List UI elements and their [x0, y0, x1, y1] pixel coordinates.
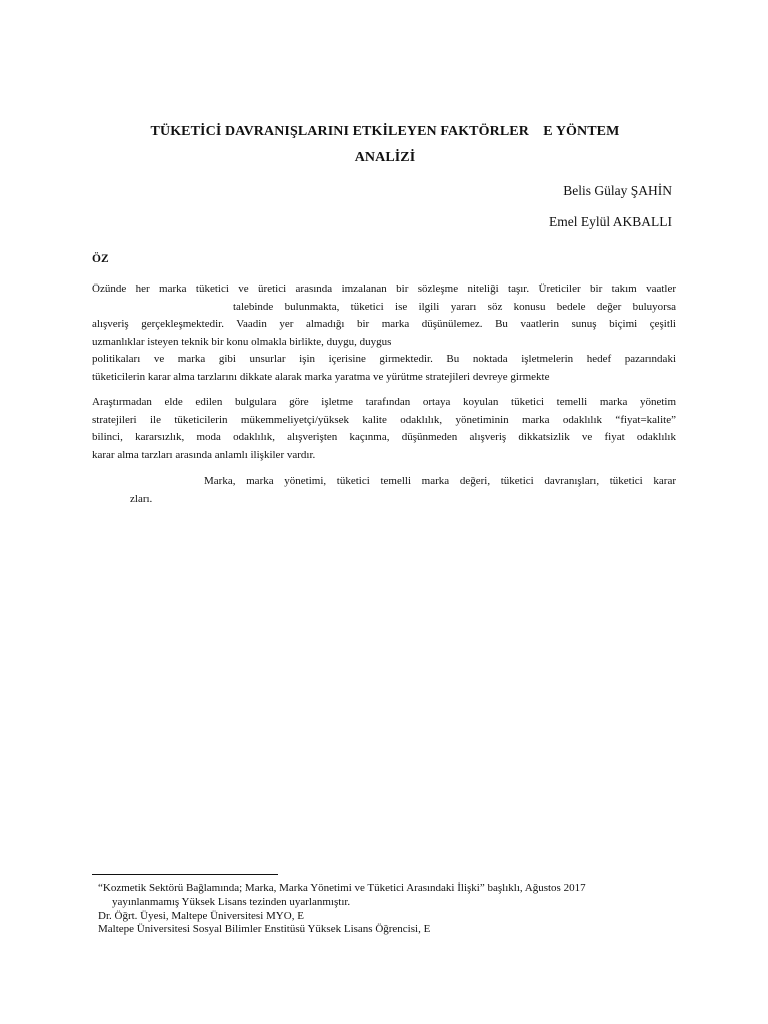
footnotes — [98, 882, 688, 937]
abstract-heading: ÖZ — [92, 253, 109, 265]
abstract-paragraph-2 — [92, 394, 676, 464]
keywords-line: Marka, marka yönetimi, tüketici temelli marka değeri, tüketici davranışları, tüketici karar — [204, 475, 676, 487]
abstract-p2-line: karar alma tarzları arasında anlamlı ilişkiler vardır. — [92, 448, 316, 461]
footnote-rule — [92, 874, 278, 875]
abstract-p1-line: politikaları ve marka gibi unsurlar işin içerisine girmektedir. Bu noktada işletmelerin hedef pazarındaki — [92, 353, 676, 366]
paper-title-line-2: ANALİZİ — [354, 150, 416, 165]
abstract-p1-line: Özünde her marka tüketici ve üretici arasında imzalanan bir sözleşme niteliği taşır. Üreticiler bir takım vaatler — [92, 283, 676, 295]
abstract-p2-line: bilinci, kararsızlık, moda odaklılık, alışverişten kaçınma, düşünmeden alışveriş dikkatsizlik ve fiyat odaklılık — [92, 431, 676, 444]
abstract-p1-line: uzmanlıklar isteyen teknik bir konu olmakla birlikte, duygu, duygus — [92, 335, 392, 348]
abstract-p2-line: stratejileri ile tüketicilerin mükemmeliyetçi/yüksek kalite odaklılık, yönetiminin marka odaklılık “fiyat=kalite” — [92, 413, 676, 426]
footnote-3: Maltepe Üniversitesi Sosyal Bilimler Enstitüsü Yüksek Lisans Öğrencisi, E — [98, 923, 431, 936]
abstract-paragraph-1 — [92, 281, 676, 387]
abstract-p1-line: tüketicilerin karar alma tarzlarını dikkate alarak marka yaratma ve yürütme stratejileri devreye girmekte — [92, 370, 550, 383]
paper-title — [90, 124, 680, 166]
abstract-p2-line: Araştırmadan elde edilen bulgulara göre işletme tarafından ortaya koyulan tüketici temelli marka yönetim — [92, 396, 676, 408]
author-1: Belis Gülay ŞAHİN — [563, 183, 672, 198]
abstract-p1-line: alışveriş gerçekleşmektedir. Vaadin yer almadığı bir marka düşünülemez. Bu vaatlerin sunuş biçimi çeşitli — [92, 318, 676, 331]
paper-title-line-1: TÜKETİCİ DAVRANIŞLARINI ETKİLEYEN FAKTÖRLER E YÖNTEM — [150, 124, 620, 139]
footnote-1-cont: yayınlanmamış Yüksek Lisans tezinden uyarlanmıştır. — [112, 895, 351, 908]
keywords — [92, 473, 676, 508]
footnote-2: Dr. Öğrt. Üyesi, Maltepe Üniversitesi MYO, E — [98, 909, 304, 922]
footnote-1: “Kozmetik Sektörü Bağlamında; Marka, Marka Yönetimi ve Tüketici Arasındaki İlişki” başlıklı, Ağustos 2017 — [98, 882, 586, 894]
keywords-line: zları. — [130, 492, 153, 505]
author-2: Emel Eylül AKBALLI — [549, 214, 672, 229]
abstract-p1-line: talebinde bulunmakta, tüketici ise ilgili yararı söz konusu bedele değer buluyorsa — [233, 300, 676, 313]
